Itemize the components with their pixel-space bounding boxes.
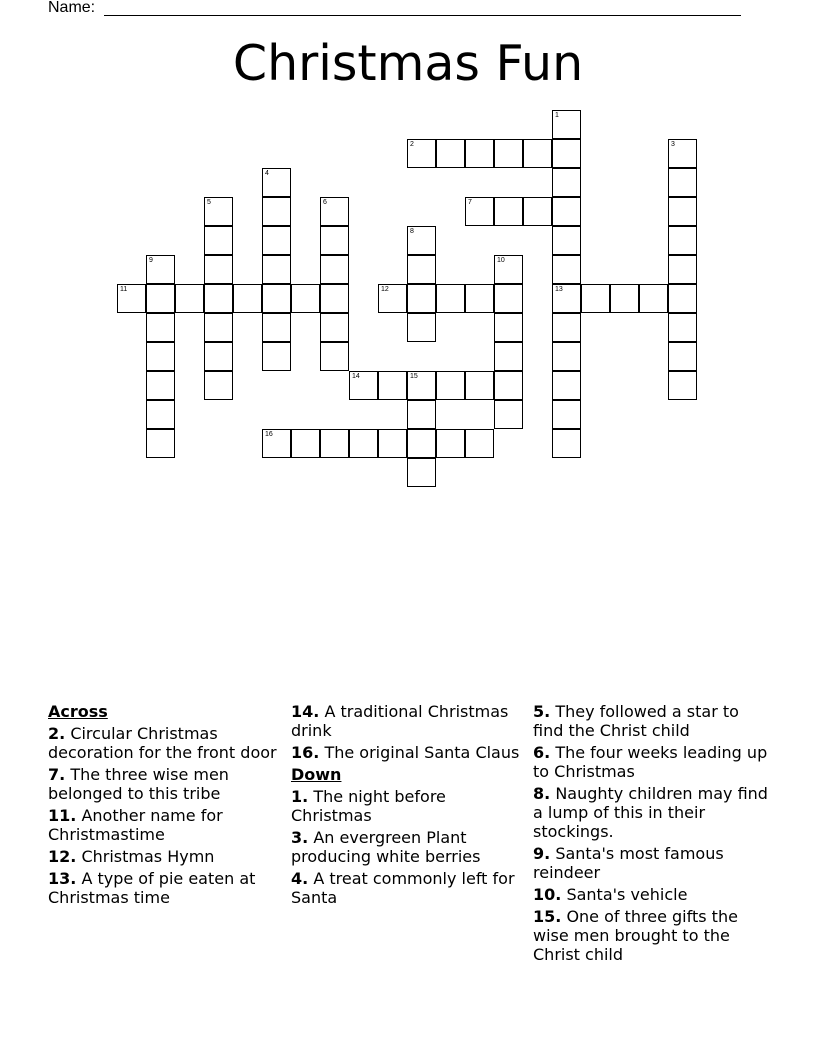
grid-cell[interactable] [581,284,610,313]
grid-cell[interactable] [407,400,436,429]
clue-column-3 [533,702,769,967]
clue-text: The three wise men belonged to this tribe [48,765,229,803]
grid-cell[interactable] [349,371,378,400]
grid-cell[interactable] [320,226,349,255]
grid-cell[interactable] [668,226,697,255]
grid-cell[interactable] [407,371,436,400]
grid-cell[interactable] [436,429,465,458]
grid-cell[interactable] [117,284,146,313]
grid-cell[interactable] [610,284,639,313]
cell-number: 8 [410,228,414,235]
clue-across-12 [48,847,284,866]
grid-cell[interactable] [320,197,349,226]
cell-number: 12 [381,286,389,293]
grid-cell[interactable] [668,255,697,284]
grid-cell[interactable] [320,429,349,458]
clue-text: Santa's vehicle [566,885,688,904]
grid-cell[interactable] [146,313,175,342]
cell-number: 7 [468,199,472,206]
grid-cell[interactable] [552,110,581,139]
clue-across-16 [291,743,527,762]
grid-cell[interactable] [407,139,436,168]
grid-cell[interactable] [552,226,581,255]
grid-cell[interactable] [552,139,581,168]
clue-number: 2. [48,724,66,743]
grid-cell[interactable] [552,342,581,371]
clue-number: 14. [291,702,320,721]
cell-number: 6 [323,199,327,206]
grid-cell[interactable] [204,342,233,371]
clue-down-8 [533,784,769,841]
cell-number: 5 [207,199,211,206]
grid-cell[interactable] [668,284,697,313]
grid-cell[interactable] [407,284,436,313]
grid-cell[interactable] [552,284,581,313]
grid-cell[interactable] [552,197,581,226]
grid-cell[interactable] [378,429,407,458]
across-heading: Across [48,702,108,721]
puzzle-title: Christmas Fun [232,35,584,92]
grid-cell[interactable] [494,371,523,400]
grid-cell[interactable] [262,284,291,313]
clue-across-2 [48,724,284,762]
clue-number: 1. [291,787,309,806]
clue-text: A treat commonly left for Santa [291,869,515,907]
clue-down-5 [533,702,769,740]
grid-cell[interactable] [262,226,291,255]
clue-number: 15. [533,907,562,926]
clue-text: Another name for Christmastime [48,806,223,844]
grid-cell[interactable] [465,284,494,313]
clue-down-9 [533,844,769,882]
cell-number: 15 [410,373,418,380]
grid-cell[interactable] [320,313,349,342]
cell-number: 1 [555,112,559,119]
grid-cell[interactable] [262,255,291,284]
clue-across-14 [291,702,527,740]
grid-cell[interactable] [204,284,233,313]
clue-down-15 [533,907,769,964]
clue-number: 6. [533,743,551,762]
grid-cell[interactable] [204,255,233,284]
cell-number: 13 [555,286,563,293]
clue-number: 3. [291,828,309,847]
grid-cell[interactable] [465,371,494,400]
clue-number: 4. [291,869,309,888]
grid-cell[interactable] [146,371,175,400]
clue-text: The four weeks leading up to Christmas [533,743,768,781]
clue-number: 10. [533,885,562,904]
cell-number: 3 [671,141,675,148]
clue-text: Circular Christmas decoration for the front door [48,724,277,762]
grid-cell[interactable] [494,342,523,371]
name-label: Name: [48,0,96,16]
clue-column-2 [291,702,527,910]
grid-cell[interactable] [494,313,523,342]
grid-cell[interactable] [465,197,494,226]
clue-text: An evergreen Plant producing white berries [291,828,481,866]
grid-cell[interactable] [552,400,581,429]
grid-cell[interactable] [262,429,291,458]
clue-text: Christmas Hymn [81,847,215,866]
cell-number: 2 [410,141,414,148]
grid-cell[interactable] [668,371,697,400]
grid-cell[interactable] [639,284,668,313]
clue-number: 7. [48,765,66,784]
clue-down-1 [291,787,527,825]
crossword-grid [0,0,816,520]
grid-cell[interactable] [291,284,320,313]
grid-cell[interactable] [146,400,175,429]
grid-cell[interactable] [523,139,552,168]
grid-cell[interactable] [552,255,581,284]
grid-cell[interactable] [436,284,465,313]
grid-cell[interactable] [668,342,697,371]
cell-number: 11 [120,286,128,293]
grid-cell[interactable] [668,313,697,342]
grid-cell[interactable] [320,342,349,371]
grid-cell[interactable] [204,313,233,342]
down-heading: Down [291,765,342,784]
grid-cell[interactable] [494,255,523,284]
grid-cell[interactable] [436,139,465,168]
clue-text: A traditional Christmas drink [291,702,509,740]
grid-cell[interactable] [668,197,697,226]
grid-cell[interactable] [262,313,291,342]
grid-cell[interactable] [349,429,378,458]
grid-cell[interactable] [378,371,407,400]
clue-down-6 [533,743,769,781]
clue-across-7 [48,765,284,803]
grid-cell[interactable] [146,284,175,313]
clue-number: 5. [533,702,551,721]
grid-cell[interactable] [407,313,436,342]
grid-cell[interactable] [407,226,436,255]
clue-down-10 [533,885,769,904]
clue-text: Santa's most famous reindeer [533,844,724,882]
grid-cell[interactable] [204,226,233,255]
clue-column-1 [48,702,284,910]
grid-cell[interactable] [407,429,436,458]
grid-cell[interactable] [552,371,581,400]
grid-cell[interactable] [262,168,291,197]
grid-cell[interactable] [523,197,552,226]
grid-cell[interactable] [552,313,581,342]
grid-cell[interactable] [668,168,697,197]
grid-cell[interactable] [175,284,204,313]
grid-cell[interactable] [262,197,291,226]
clue-across-11 [48,806,284,844]
cell-number: 9 [149,257,153,264]
clue-text: The night before Christmas [291,787,446,825]
grid-cell[interactable] [494,284,523,313]
grid-cell[interactable] [668,139,697,168]
clue-text: One of three gifts the wise men brought to the Christ child [533,907,738,964]
grid-cell[interactable] [378,284,407,313]
clue-text: Naughty children may find a lump of this in their stockings. [533,784,768,841]
grid-cell[interactable] [291,429,320,458]
grid-cell[interactable] [494,197,523,226]
grid-cell[interactable] [407,255,436,284]
grid-cell[interactable] [552,429,581,458]
grid-cell[interactable] [552,168,581,197]
grid-cell[interactable] [204,197,233,226]
grid-cell[interactable] [465,429,494,458]
grid-cell[interactable] [494,139,523,168]
cell-number: 4 [265,170,269,177]
grid-cell[interactable] [320,284,349,313]
cell-number: 10 [497,257,505,264]
cell-number: 16 [265,431,273,438]
clue-text: The original Santa Claus [324,743,520,762]
grid-cell[interactable] [233,284,262,313]
clue-text: They followed a star to find the Christ child [533,702,739,740]
grid-cell[interactable] [146,255,175,284]
clue-number: 16. [291,743,320,762]
grid-cell[interactable] [146,429,175,458]
clue-number: 11. [48,806,77,825]
grid-cell[interactable] [494,400,523,429]
clue-down-4 [291,869,527,907]
clue-number: 13. [48,869,77,888]
clue-across-13 [48,869,284,907]
clue-number: 12. [48,847,77,866]
grid-cell[interactable] [407,458,436,487]
grid-cell[interactable] [436,371,465,400]
clue-number: 9. [533,844,551,863]
grid-cell[interactable] [262,342,291,371]
clue-text: A type of pie eaten at Christmas time [48,869,256,907]
clue-number: 8. [533,784,551,803]
grid-cell[interactable] [320,255,349,284]
grid-cell[interactable] [146,342,175,371]
cell-number: 14 [352,373,360,380]
grid-cell[interactable] [204,371,233,400]
grid-cell[interactable] [465,139,494,168]
clue-down-3 [291,828,527,866]
